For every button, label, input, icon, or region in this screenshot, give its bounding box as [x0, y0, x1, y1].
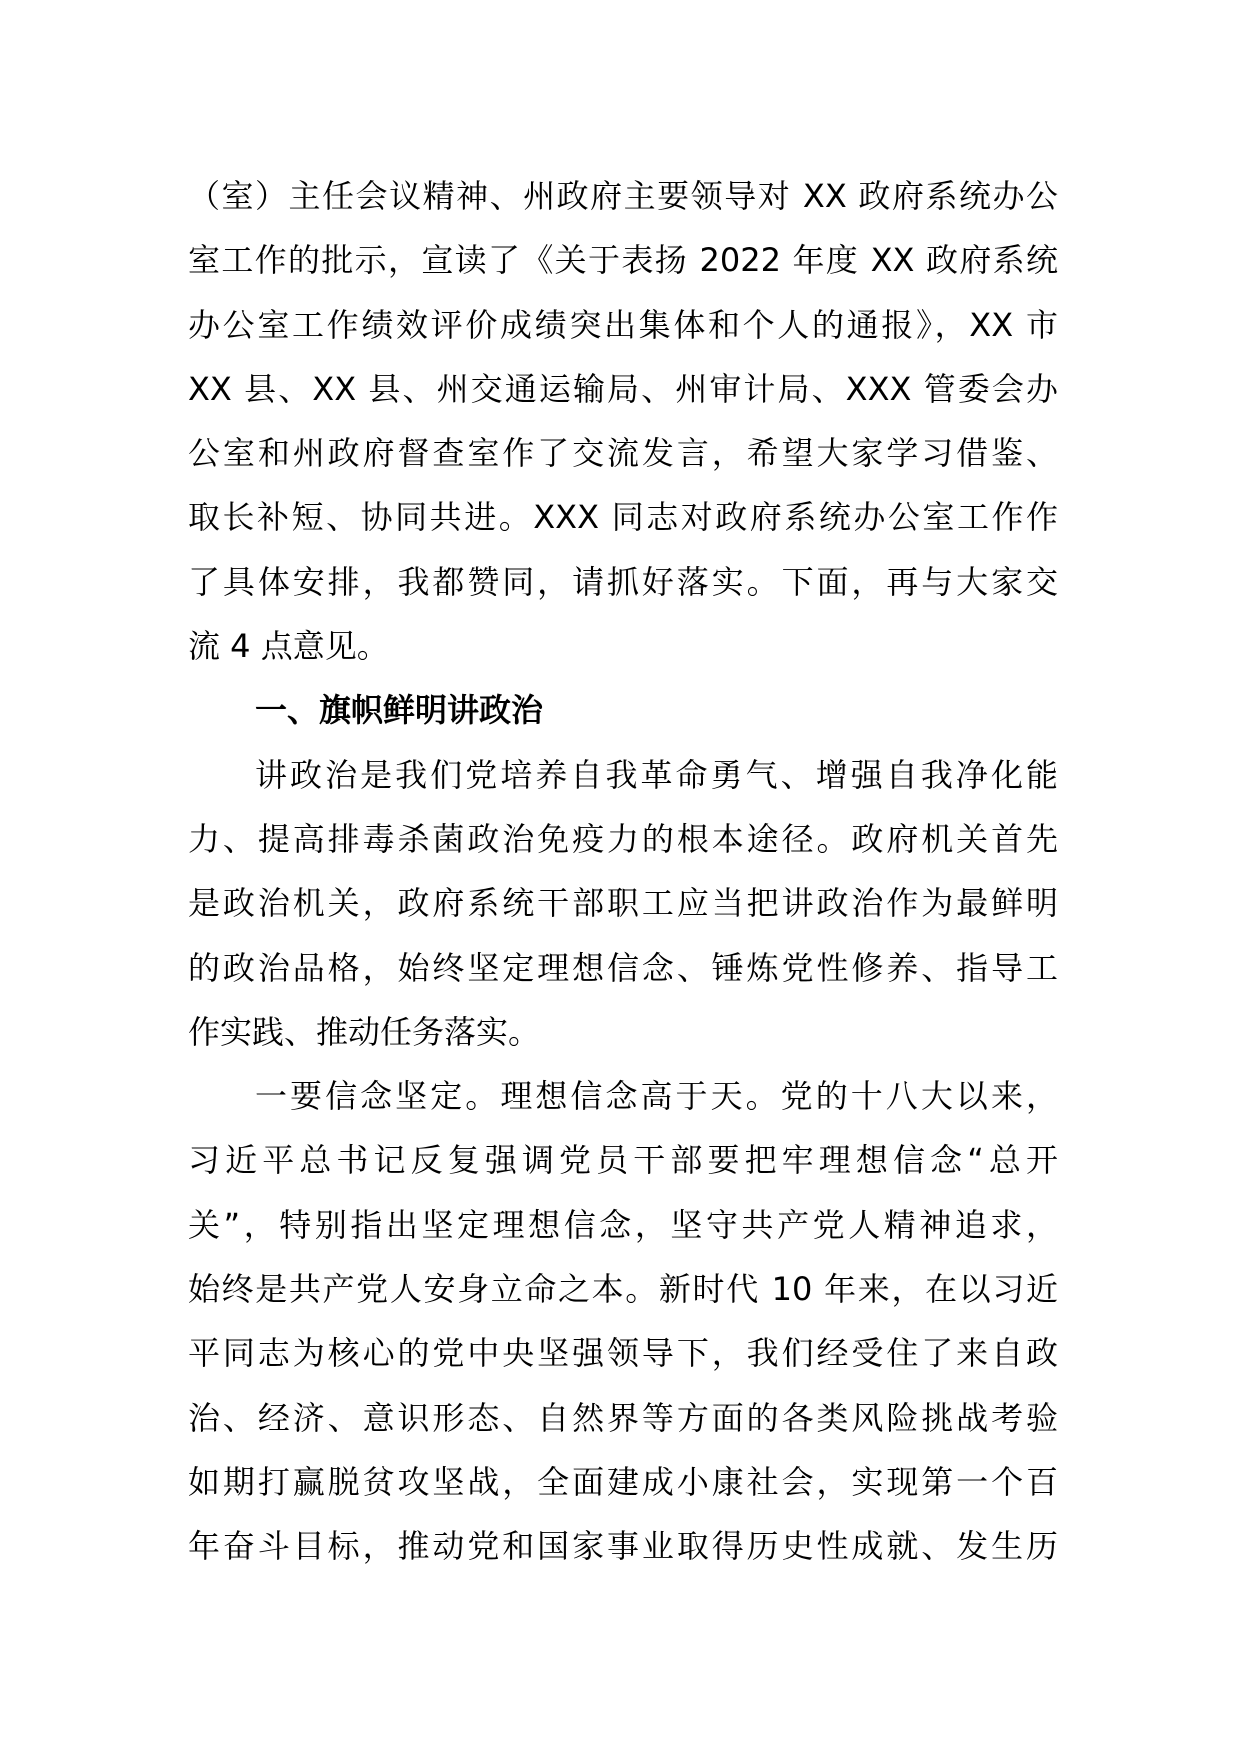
text-line: 讲政治是我们党培养自我革命勇气、增强自我净化能 — [255, 755, 1058, 794]
text-line: 取长补短、协同共进。XXX 同志对政府系统办公室工作作 — [188, 498, 1058, 537]
text-line: 了具体安排，我都赞同，请抓好落实。下面，再与大家交 — [188, 562, 1058, 601]
text-line: 治、经济、意识形态、自然界等方面的各类风险挑战考验 — [188, 1398, 1058, 1437]
text-line: 力、提高排毒杀菌政治免疫力的根本途径。政府机关首先 — [188, 819, 1058, 858]
text-line: 一要信念坚定。理想信念高于天。党的十八大以来， — [255, 1077, 1058, 1116]
text-line: 始终是共产党人安身立命之本。新时代 10 年来，在以习近 — [188, 1270, 1058, 1309]
document-body — [188, 164, 1058, 1579]
text-line: 作实践、推动任务落实。 — [188, 1012, 541, 1051]
text-line: 平同志为核心的党中央坚强领导下，我们经受住了来自政 — [188, 1334, 1058, 1373]
text-line: 流 4 点意见。 — [188, 627, 389, 666]
text-line: 的政治品格，始终坚定理想信念、锤炼党性修养、指导工 — [188, 948, 1058, 987]
text-line: 习近平总书记反复强调党员干部要把牢理想信念“总开 — [188, 1141, 1058, 1180]
text-line: 室工作的批示，宣读了《关于表扬 2022 年度 XX 政府系统 — [188, 241, 1058, 280]
text-line: 如期打赢脱贫攻坚战，全面建成小康社会，实现第一个百 — [188, 1462, 1058, 1501]
text-line: XX 县、XX 县、州交通运输局、州审计局、XXX 管委会办 — [188, 369, 1058, 408]
text-line: 公室和州政府督查室作了交流发言，希望大家学习借鉴、 — [188, 434, 1058, 473]
text-line: （室）主任会议精神、州政府主要领导对 XX 政府系统办公 — [188, 177, 1058, 215]
text-line: 是政治机关，政府系统干部职工应当把讲政治作为最鲜明 — [188, 884, 1058, 923]
section-heading: 一、旗帜鲜明讲政治 — [255, 691, 544, 730]
text-line: 年奋斗目标，推动党和国家事业取得历史性成就、发生历 — [188, 1527, 1058, 1566]
text-line: 关”，特别指出坚定理想信念，坚守共产党人精神追求， — [188, 1205, 1058, 1244]
text-line: 办公室工作绩效评价成绩突出集体和个人的通报》，XX 市 — [188, 305, 1058, 344]
